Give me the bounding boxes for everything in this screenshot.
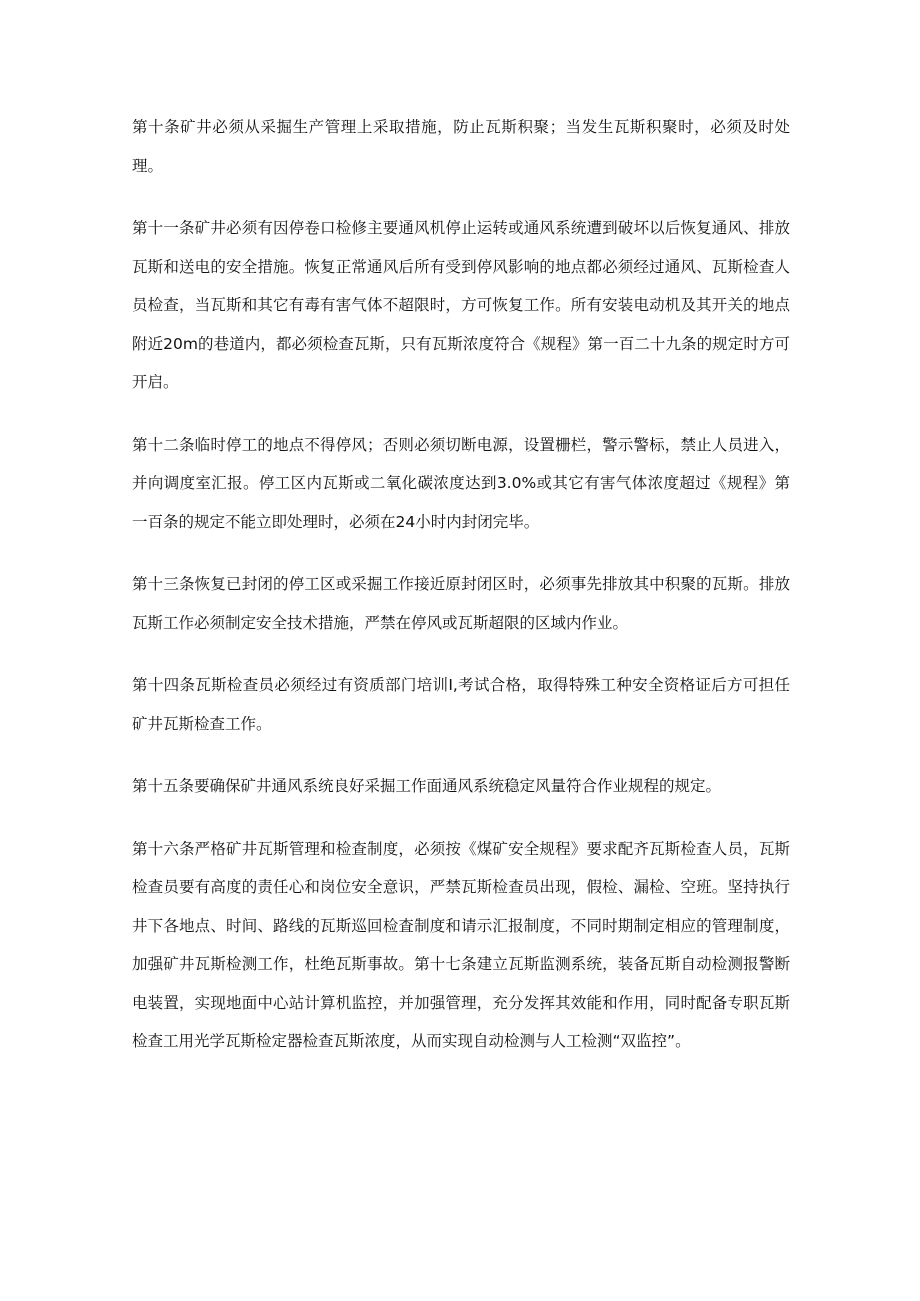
article-12-paragraph: 第十二条临时停工的地点不得停风；否则必须切断电源，设置栅栏，警示警标，禁止人员进入，并向调度室汇报。停工区内瓦斯或二氧化碳浓度达到3.0%或其它有害气体浓度超过《规程》第一百条的规定不能立即处理时，必须在24小时内封闭完毕。: [132, 435, 790, 531]
article-13-paragraph: 第十三条恢复已封闭的停工区或采掘工作接近原封闭区时，必须事先排放其中积聚的瓦斯。排放瓦斯工作必须制定安全技术措施，严禁在停风或瓦斯超限的区域内作业。: [132, 575, 790, 632]
article-15-paragraph: 第十五条要确保矿井通风系统良好采掘工作面通风系统稳定风量符合作业规程的规定。: [132, 777, 722, 795]
document-body: [132, 108, 790, 1085]
article-16-17-paragraph: 第十六条严格矿井瓦斯管理和检查制度，必须按《煤矿安全规程》要求配齐瓦斯检查人员，瓦斯检查员要有高度的责任心和岗位安全意识，严禁瓦斯检查员出现，假检、漏检、空班。坚持执行井下各地点、时间、路线的瓦斯巡回检査制度和请示汇报制度，不同时期制定相应的管理制度，加强矿井瓦斯检测工作，杜绝瓦斯事故。第十七条建立瓦斯监测系统，装备瓦斯自动检测报警断电装置，实现地面中心站计算机监控，并加强管理，充分发挥其效能和作用，同时配备专职瓦斯检查工用光学瓦斯检定器检查瓦斯浓度，从而实现自动检测与人工检测“双监控”。: [132, 839, 790, 1050]
article-10-paragraph: 第十条矿井必须从采掘生产管理上采取措施，防止瓦斯积聚；当发生瓦斯积聚时，必须及时处理。: [132, 118, 790, 175]
article-11-paragraph: 第十一条矿井必须有因停卷口检修主要通风机停止运转或通风系统遭到破坏以后恢复通风、排放瓦斯和送电的安全措施。恢复正常通风后所有受到停风影响的地点都必须经过通风、瓦斯检查人员检查，当瓦斯和其它有毒有害气体不超限时，方可恢复工作。所有安装电动机及其开关的地点附近20m的巷道内，都必须检查瓦斯，只有瓦斯浓度符合《规程》第一百二十九条的规定时方可开启。: [132, 219, 790, 391]
article-14-paragraph: 第十四条瓦斯检查员必须经过有资质部门培训I,考试合格，取得特殊工种安全资格证后方可担任矿井瓦斯检查工作。: [132, 676, 790, 733]
